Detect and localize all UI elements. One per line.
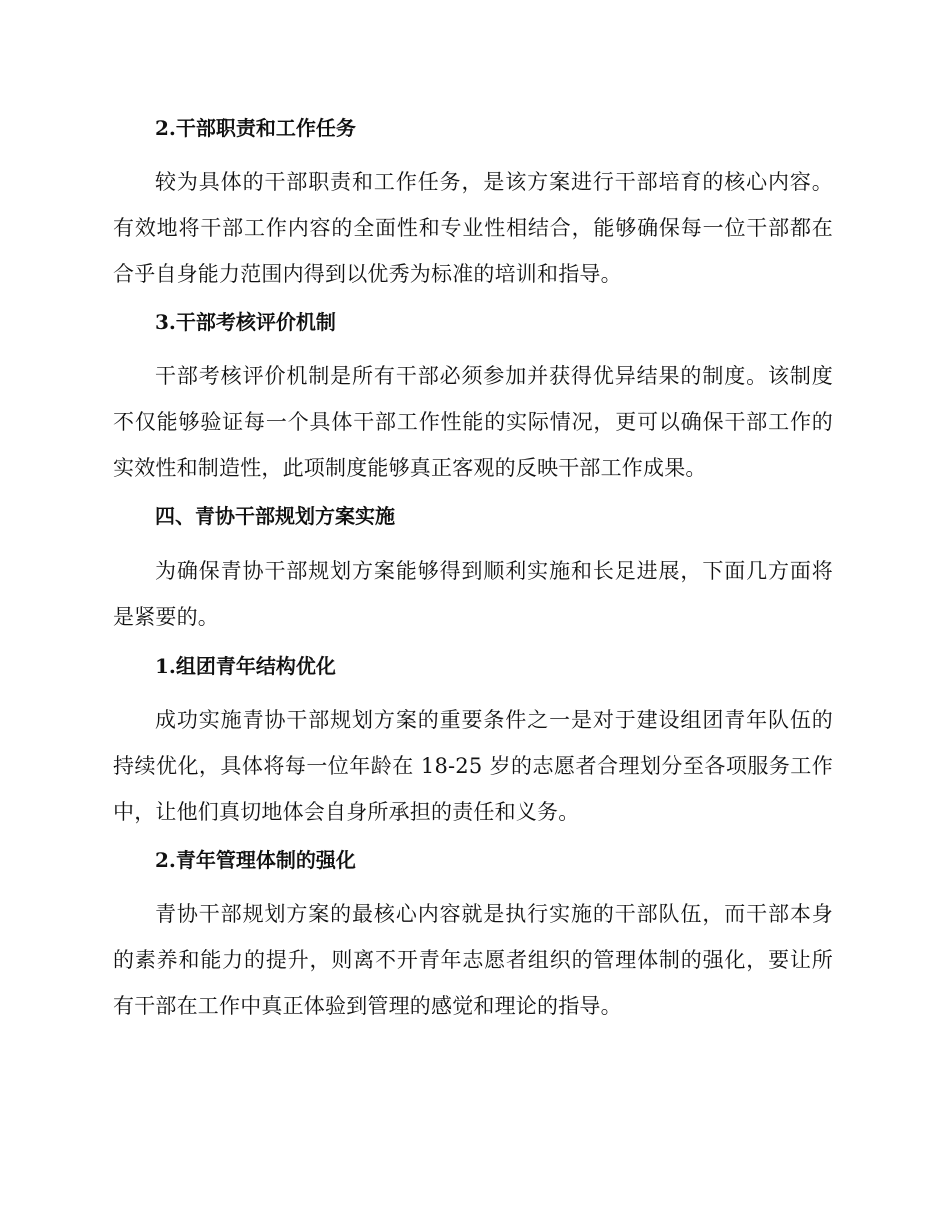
section-heading: 2.青年管理体制的强化 — [155, 848, 356, 872]
section-heading: 2.干部职责和工作任务 — [155, 116, 356, 140]
section-paragraph: 成功实施青协干部规划方案的重要条件之一是对于建设组团青年队伍的持续优化，具体将每一位年龄在 18-25 岁的志愿者合理划分至各项服务工作中，让他们真切地体会自身所承担的责任和义务。 — [113, 708, 833, 824]
section-paragraph: 较为具体的干部职责和工作任务，是该方案进行干部培育的核心内容。有效地将干部工作内容的全面性和专业性相结合，能够确保每一位干部都在合乎自身能力范围内得到以优秀为标准的培训和指导。 — [113, 170, 833, 286]
section-paragraph: 为确保青协干部规划方案能够得到顺利实施和长足进展，下面几方面将是紧要的。 — [113, 559, 833, 629]
section-paragraph: 干部考核评价机制是所有干部必须参加并获得优异结果的制度。该制度不仅能够验证每一个具体干部工作性能的实际情况，更可以确保干部工作的实效性和制造性，此项制度能够真正客观的反映干部工作成果。 — [113, 364, 833, 480]
section-heading: 四、青协干部规划方案实施 — [155, 504, 395, 528]
section-heading: 3.干部考核评价机制 — [155, 310, 336, 334]
section-heading: 1.组团青年结构优化 — [155, 654, 336, 678]
section-paragraph: 青协干部规划方案的最核心内容就是执行实施的干部队伍，而干部本身的素养和能力的提升，则离不开青年志愿者组织的管理体制的强化，要让所有干部在工作中真正体验到管理的感觉和理论的指导。 — [113, 902, 833, 1018]
